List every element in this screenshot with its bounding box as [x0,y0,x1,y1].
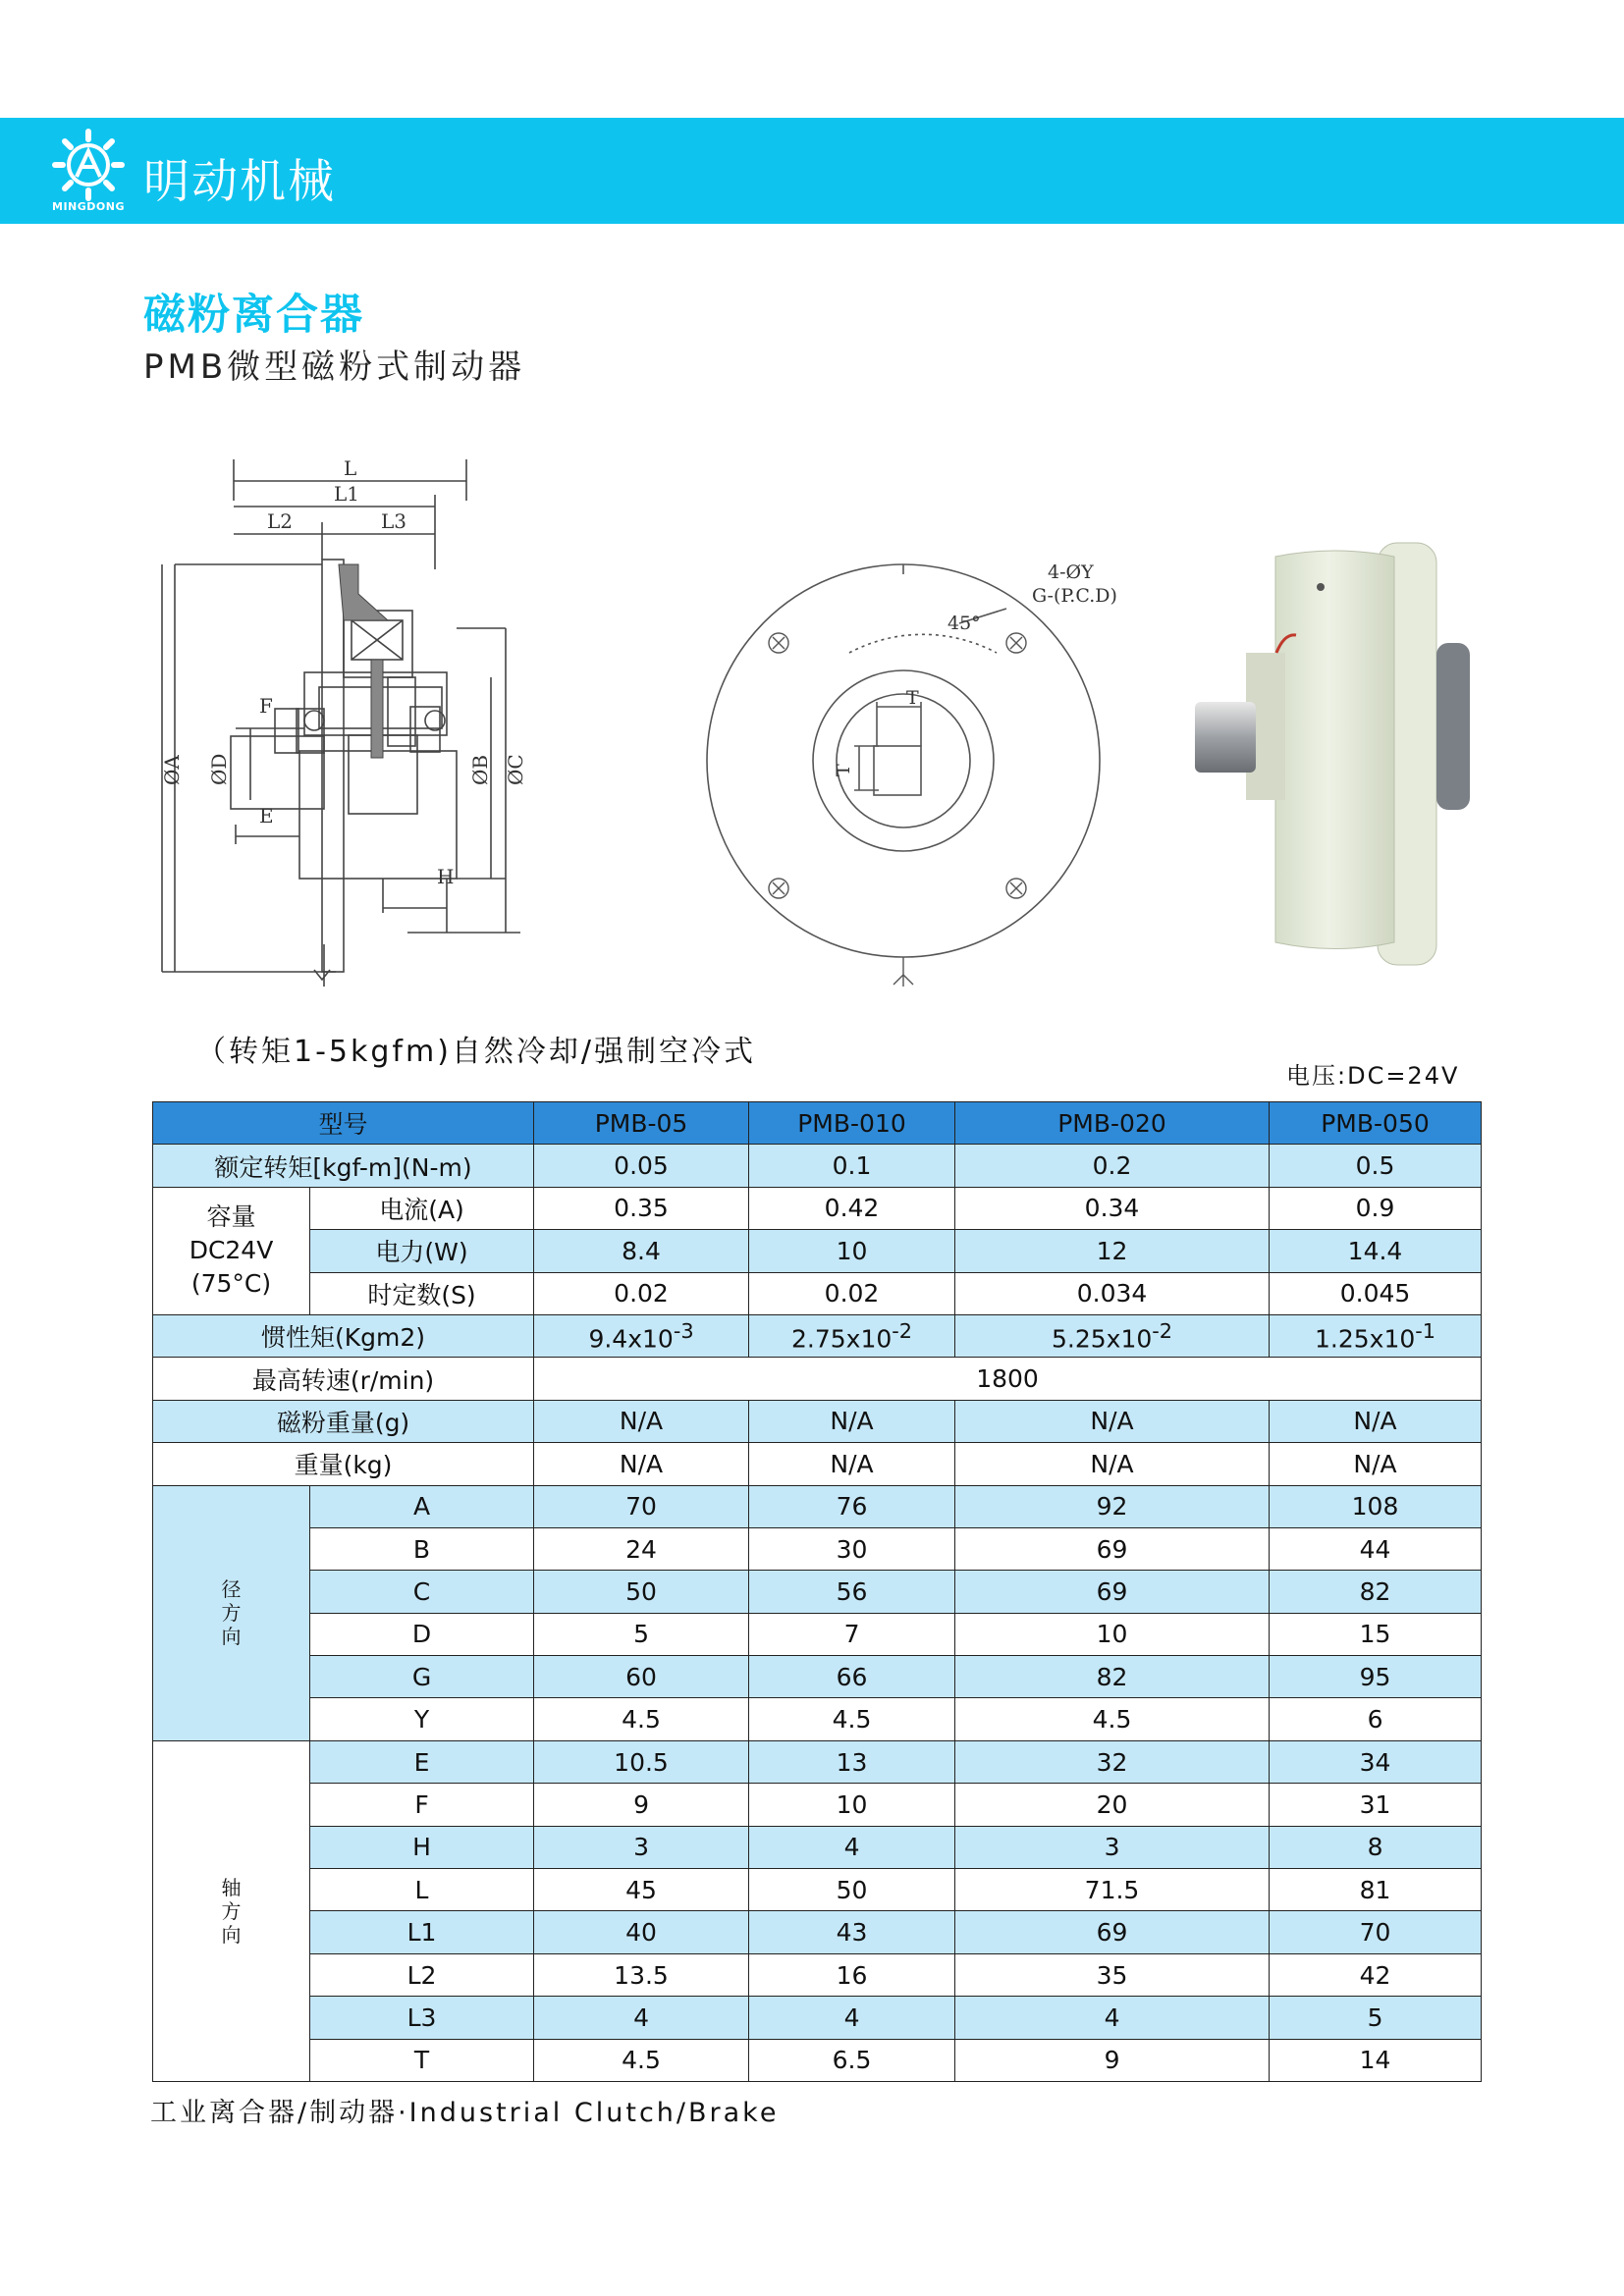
inertia-mantissa: 9.4x10 [588,1324,674,1354]
table-row [153,1400,1482,1442]
table-cell: 69 [955,1911,1270,1953]
table-row [153,1826,1482,1868]
pcd-label: G-(P.C.D) [1032,585,1117,607]
dim-phiA-label: ØA [160,755,184,785]
table-cell: N/A [534,1400,749,1442]
table-cell: 43 [749,1911,955,1953]
dim-F-label: F [259,694,273,718]
model-header-cell: PMB-050 [1270,1102,1482,1145]
row-label: 电流(A) [310,1187,534,1229]
table-cell: 0.02 [749,1272,955,1314]
dim-name: B [310,1527,534,1570]
table-cell: 69 [955,1527,1270,1570]
page-title: 磁粉离合器 [143,291,364,340]
table-cell: 40 [534,1911,749,1953]
table-cell: 16 [749,1953,955,1996]
table-cell [749,1314,955,1357]
table-cell: 82 [1270,1571,1482,1613]
capacity-label-line: 容量 [206,1202,256,1232]
table-cell: 14 [1270,2039,1482,2081]
row-label: 磁粉重量(g) [153,1400,534,1442]
table-cell: 4 [749,1997,955,2039]
table-cell: 10 [749,1230,955,1272]
table-row [153,1443,1482,1485]
model-header-cell: PMB-020 [955,1102,1270,1145]
table-row [153,1911,1482,1953]
angle-label: 45° [947,613,981,634]
table-cell: 0.42 [749,1187,955,1229]
table-cell: 76 [749,1485,955,1527]
table-cell: 50 [534,1571,749,1613]
table-cell: 70 [534,1485,749,1527]
table-cell: 60 [534,1656,749,1698]
dim-name: H [310,1826,534,1868]
table-cell: 10 [955,1613,1270,1655]
table-cell: 9 [534,1784,749,1826]
table-cell: 5 [1270,1997,1482,2039]
table-cell: 3 [955,1826,1270,1868]
dim-name: E [310,1740,534,1783]
dim-phiB-label: ØB [468,754,492,785]
row-label: 时定数(S) [310,1272,534,1314]
axial-label-char: 轴 [221,1875,242,1899]
logo-subtext: MINGDONG [52,200,125,213]
table-cell: 0.9 [1270,1187,1482,1229]
axial-label-char: 方 [221,1898,242,1923]
model-header-cell: PMB-010 [749,1102,955,1145]
radial-label-char: 径 [221,1577,242,1602]
torque-caption: （转矩1-5kgfm)自然冷却/强制空冷式 [196,1035,757,1069]
table-cell [534,1314,749,1357]
table-cell: N/A [1270,1443,1482,1485]
table-cell: 15 [1270,1613,1482,1655]
table-row [153,1869,1482,1911]
table-cell: 50 [749,1869,955,1911]
table-header-row [153,1102,1482,1145]
table-cell: 4 [749,1826,955,1868]
radial-label-char: 方 [221,1601,242,1626]
dim-L3-label: L3 [381,509,407,533]
table-cell: 14.4 [1270,1230,1482,1272]
table-cell: 10.5 [534,1740,749,1783]
dim-name: D [310,1613,534,1655]
inertia-exponent: -3 [673,1318,694,1343]
dim-L2-label: L2 [267,509,294,533]
inertia-exponent: -2 [892,1318,913,1343]
row-label: 重量(kg) [153,1443,534,1485]
page-footer: 工业离合器/制动器·Industrial Clutch/Brake [150,2098,780,2128]
model-header-cell: PMB-05 [534,1102,749,1145]
row-label: 电力(W) [310,1230,534,1272]
table-cell: N/A [1270,1400,1482,1442]
table-cell: 92 [955,1485,1270,1527]
inertia-exponent: -1 [1415,1318,1436,1343]
dim-name: Y [310,1698,534,1740]
table-cell [955,1314,1270,1357]
table-cell: 4 [955,1997,1270,2039]
table-cell: 32 [955,1740,1270,1783]
product-photo [1173,496,1488,967]
table-cell: N/A [749,1400,955,1442]
table-cell: 5 [534,1613,749,1655]
table-cell: 45 [534,1869,749,1911]
table-cell: 0.045 [1270,1272,1482,1314]
table-cell: 44 [1270,1527,1482,1570]
table-cell: 30 [749,1527,955,1570]
table-row [153,1230,1482,1272]
dim-L1-label: L1 [334,482,360,506]
table-cell: 0.2 [955,1145,1270,1187]
table-cell: N/A [534,1443,749,1485]
table-cell: 82 [955,1656,1270,1698]
table-cell: 6 [1270,1698,1482,1740]
dim-H-label: H [437,865,455,888]
table-row [153,1784,1482,1826]
dim-name: L1 [310,1911,534,1953]
spec-table [152,1101,1482,2082]
table-row [153,1314,1482,1357]
dim-name: G [310,1656,534,1698]
table-cell: 1800 [534,1358,1482,1400]
capacity-label-line: (75°C) [190,1269,272,1299]
capacity-label [153,1187,310,1314]
table-row [153,1187,1482,1229]
table-cell: 31 [1270,1784,1482,1826]
table-cell [1270,1314,1482,1357]
table-row [153,1740,1482,1783]
table-row [153,2039,1482,2081]
table-cell: N/A [955,1443,1270,1485]
row-label: 惯性矩(Kgm2) [153,1314,534,1357]
dim-name: T [310,2039,534,2081]
bolt-holes [769,633,1026,987]
side-section-drawing [157,452,569,1001]
table-cell: 9 [955,2039,1270,2081]
table-cell: 0.034 [955,1272,1270,1314]
dim-name: L2 [310,1953,534,1996]
brand-name: 明动机械 [143,155,336,209]
table-cell: 4.5 [534,2039,749,2081]
keyway-T-vertical-label: T [833,764,854,776]
table-cell: 56 [749,1571,955,1613]
table-cell: 12 [955,1230,1270,1272]
table-cell: 13 [749,1740,955,1783]
table-row [153,1571,1482,1613]
radial-label-char: 向 [221,1625,242,1649]
inertia-mantissa: 2.75x10 [790,1324,893,1354]
page-subtitle: PMB微型磁粉式制动器 [143,347,526,387]
dim-phiD-label: ØD [207,753,231,785]
table-cell: 69 [955,1571,1270,1613]
capacity-label-line: DC24V [189,1236,274,1265]
table-row [153,1953,1482,1996]
table-cell: N/A [749,1443,955,1485]
table-cell: 8 [1270,1826,1482,1868]
table-cell: 0.34 [955,1187,1270,1229]
dim-name: F [310,1784,534,1826]
inertia-exponent: -2 [1152,1318,1173,1343]
table-cell: 0.35 [534,1187,749,1229]
table-cell: 34 [1270,1740,1482,1783]
table-cell: 4 [534,1997,749,2039]
dim-phiC-label: ØC [504,754,527,785]
table-cell: 7 [749,1613,955,1655]
holes-label: 4-ØY [1048,561,1094,583]
table-cell: 108 [1270,1485,1482,1527]
dim-name: L3 [310,1997,534,2039]
table-cell: 6.5 [749,2039,955,2081]
table-cell: 70 [1270,1911,1482,1953]
dim-name: L [310,1869,534,1911]
table-row [153,1272,1482,1314]
table-row [153,1527,1482,1570]
table-cell: 0.5 [1270,1145,1482,1187]
table-cell: 10 [749,1784,955,1826]
dim-name: C [310,1571,534,1613]
table-cell: N/A [955,1400,1270,1442]
dim-name: A [310,1485,534,1527]
table-row [153,1145,1482,1187]
model-header: 型号 [153,1102,534,1145]
table-cell: 0.05 [534,1145,749,1187]
keyway-T-label: T [906,687,919,709]
table-row [153,1997,1482,2039]
voltage-note: 电压:DC=24V [1286,1062,1460,1090]
table-cell: 24 [534,1527,749,1570]
table-row [153,1485,1482,1527]
table-cell: 66 [749,1656,955,1698]
table-cell: 71.5 [955,1869,1270,1911]
table-cell: 0.02 [534,1272,749,1314]
row-label: 额定转矩[kgf-m](N-m) [153,1145,534,1187]
table-cell: 4.5 [749,1698,955,1740]
table-row [153,1613,1482,1655]
table-cell: 42 [1270,1953,1482,1996]
front-view-drawing [702,545,1154,996]
axial-label-char: 向 [221,1922,242,1947]
row-label: 最高转速(r/min) [153,1358,534,1400]
table-cell: 8.4 [534,1230,749,1272]
table-cell: 81 [1270,1869,1482,1911]
table-cell: 13.5 [534,1953,749,1996]
radial-label [153,1485,310,1740]
axial-label [153,1740,310,2081]
inertia-mantissa: 5.25x10 [1051,1324,1153,1354]
dim-L-label: L [344,456,357,480]
table-cell: 4.5 [955,1698,1270,1740]
dim-E-label: E [259,804,274,828]
table-row [153,1358,1482,1400]
table-cell: 3 [534,1826,749,1868]
table-row [153,1698,1482,1740]
table-cell: 0.1 [749,1145,955,1187]
table-row [153,1656,1482,1698]
table-cell: 4.5 [534,1698,749,1740]
table-cell: 35 [955,1953,1270,1996]
table-cell: 95 [1270,1656,1482,1698]
inertia-mantissa: 1.25x10 [1314,1324,1416,1354]
table-cell: 20 [955,1784,1270,1826]
